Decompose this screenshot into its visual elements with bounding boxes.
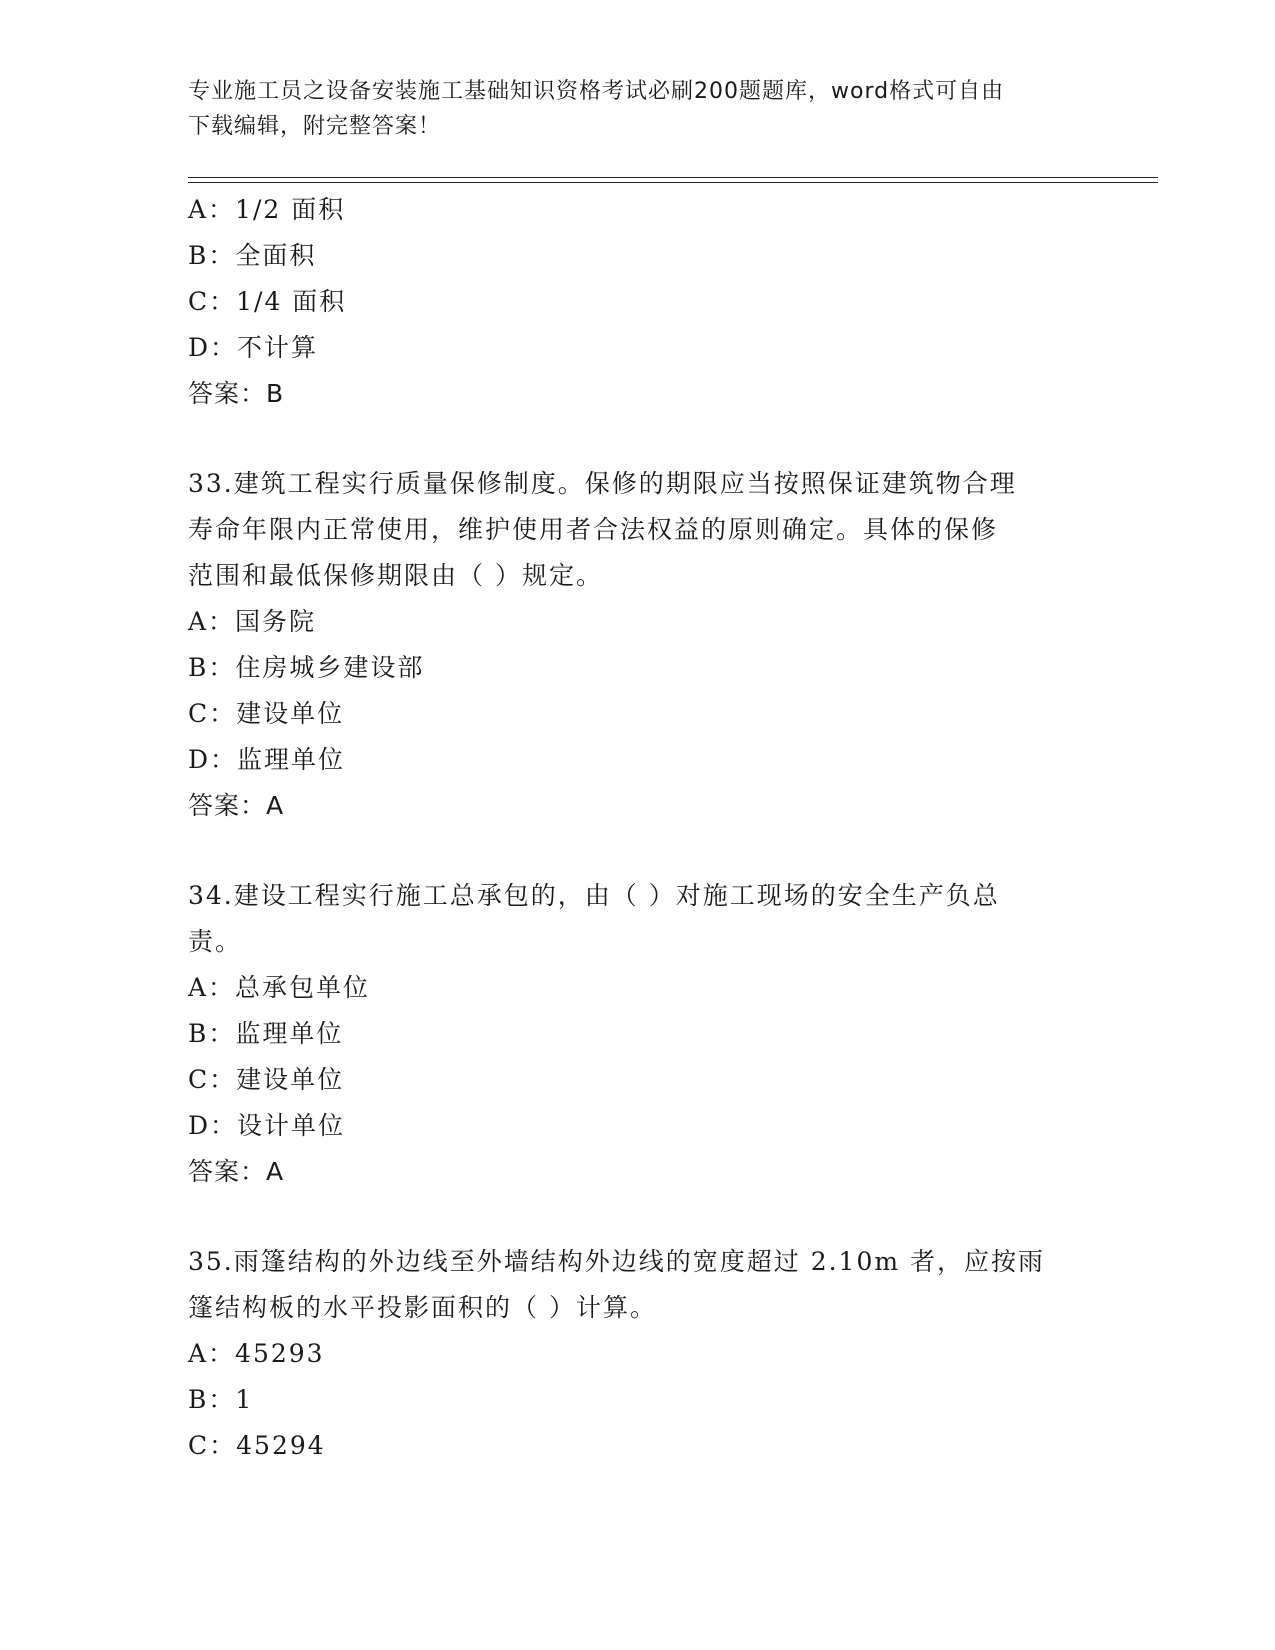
header-divider-bottom — [188, 182, 1158, 183]
option-c: C：45294 — [188, 1431, 326, 1460]
question-text-line: 责。 — [188, 927, 243, 956]
option-a: A：45293 — [188, 1339, 325, 1368]
option-c: C：1/4 面积 — [188, 287, 347, 316]
answer-line: 答案：B — [188, 379, 285, 408]
option-b: B：住房城乡建设部 — [188, 653, 425, 682]
option-b: B：1 — [188, 1385, 254, 1414]
option-a: A：1/2 面积 — [188, 195, 346, 224]
document-body — [188, 187, 1088, 1469]
option-b: B：全面积 — [188, 241, 317, 270]
option-d: D：监理单位 — [188, 745, 346, 774]
option-c: C：建设单位 — [188, 1065, 345, 1094]
option-a: A：总承包单位 — [188, 973, 371, 1002]
question-text-line: 篷结构板的水平投影面积的（ ）计算。 — [188, 1293, 657, 1322]
question-32 — [188, 187, 1088, 417]
question-text-line: 34.建设工程实行施工总承包的，由（ ）对施工现场的安全生产负总 — [188, 881, 1000, 910]
question-text-line: 范围和最低保修期限由（ ）规定。 — [188, 561, 603, 590]
header-title-line-1: 专业施工员之设备安装施工基础知识资格考试必刷200题题库，word格式可自由 — [188, 79, 1005, 104]
question-text-line: 33.建筑工程实行质量保修制度。保修的期限应当按照保证建筑物合理 — [188, 469, 1017, 498]
question-33 — [188, 461, 1088, 829]
header-divider-top — [188, 177, 1158, 178]
answer-line: 答案：A — [188, 791, 285, 820]
option-b: B：监理单位 — [188, 1019, 344, 1048]
question-text-line: 35.雨篷结构的外边线至外墙结构外边线的宽度超过 2.10m 者，应按雨 — [188, 1247, 1046, 1276]
answer-line: 答案：A — [188, 1157, 285, 1186]
question-34 — [188, 873, 1088, 1195]
question-text-line: 寿命年限内正常使用，维护使用者合法权益的原则确定。具体的保修 — [188, 515, 999, 544]
option-d: D：设计单位 — [188, 1111, 346, 1140]
document-header — [188, 74, 1088, 144]
header-title-line-2: 下载编辑，附完整答案！ — [188, 114, 442, 139]
option-d: D：不计算 — [188, 333, 319, 362]
option-a: A：国务院 — [188, 607, 317, 636]
option-c: C：建设单位 — [188, 699, 345, 728]
question-35 — [188, 1239, 1088, 1469]
